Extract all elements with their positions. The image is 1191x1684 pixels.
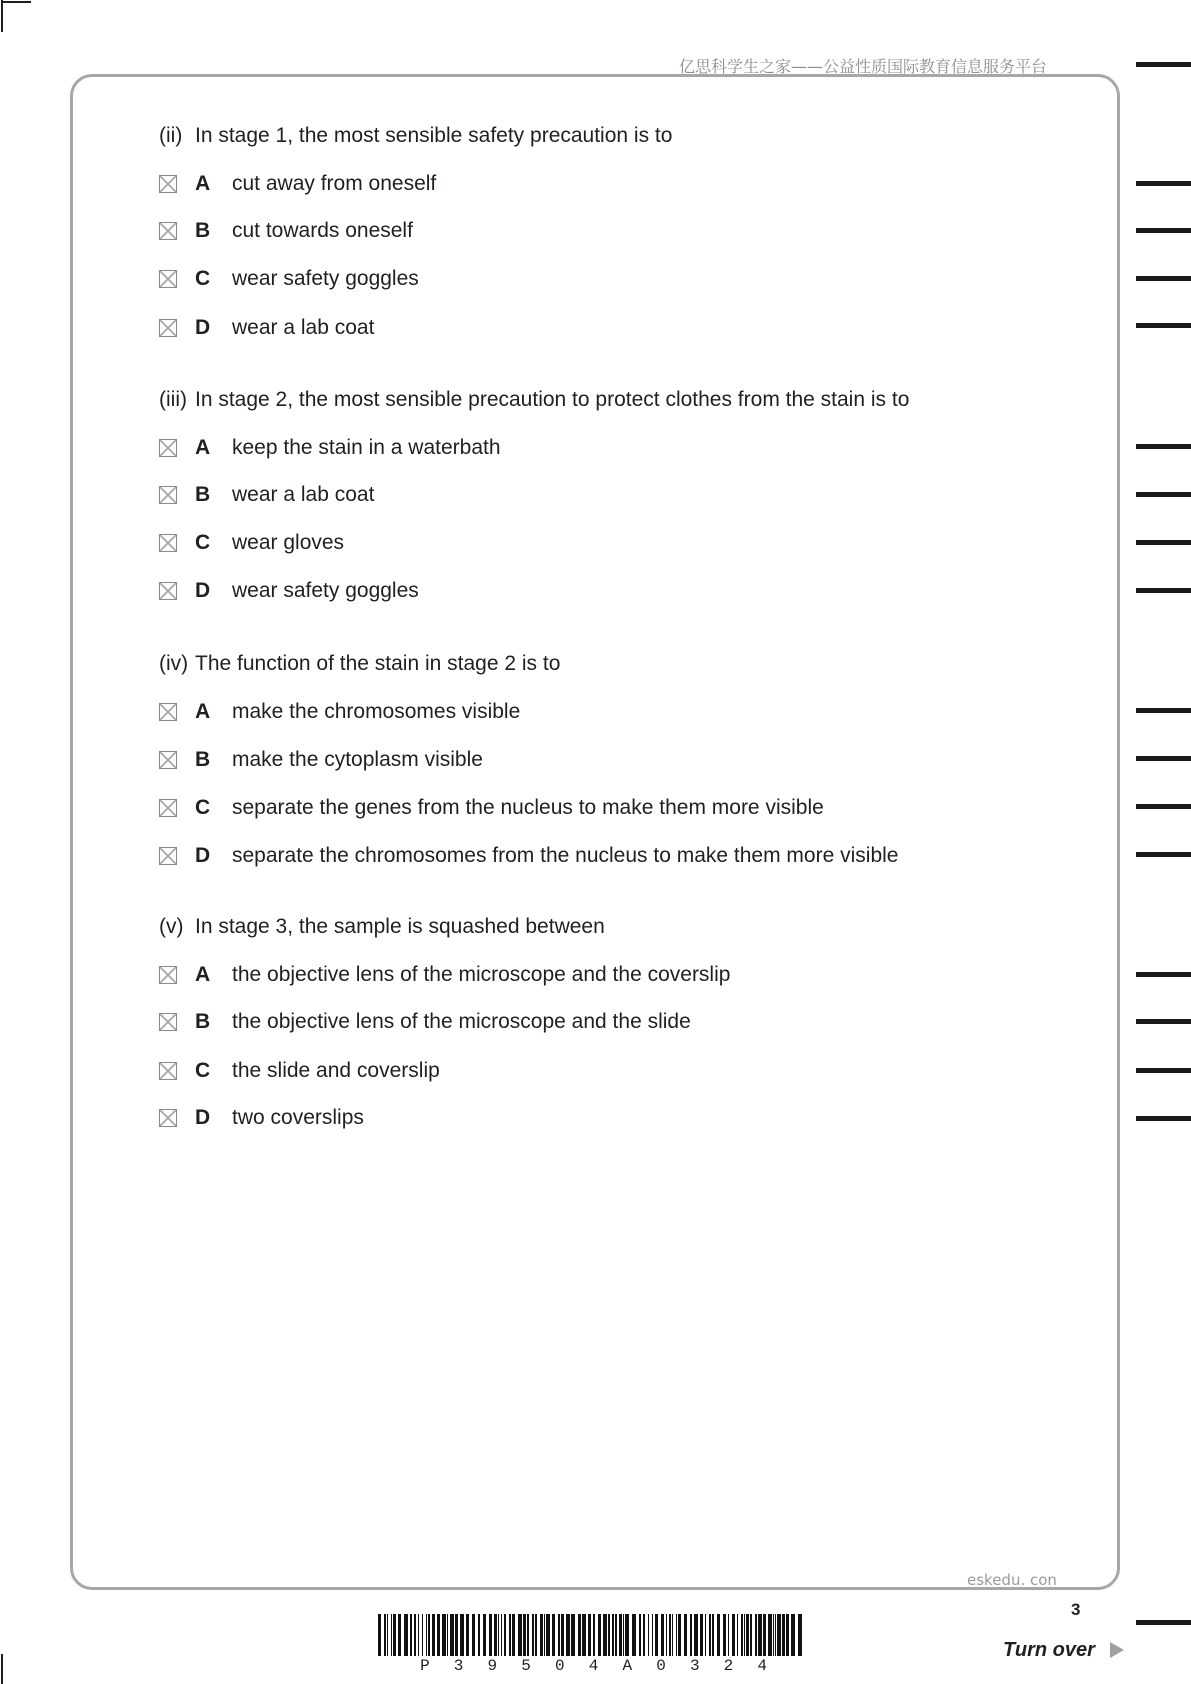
barcode-bar xyxy=(566,1614,570,1656)
header-watermark: 亿思科学生之家——公益性质国际教育信息服务平台 xyxy=(678,57,1047,76)
barcode-bar xyxy=(619,1614,622,1656)
option-letter: C xyxy=(195,267,211,290)
option-row xyxy=(159,218,1109,244)
question-number: (ii) xyxy=(159,124,183,147)
barcode-bar xyxy=(798,1614,802,1656)
barcode-bar xyxy=(758,1614,762,1656)
margin-bar xyxy=(1136,1019,1191,1024)
barcode-bar xyxy=(750,1614,752,1656)
option-text: wear a lab coat xyxy=(232,483,375,506)
barcode-bar xyxy=(442,1614,446,1656)
option-letter: C xyxy=(195,1059,211,1082)
option-row xyxy=(159,1009,1109,1035)
option-row xyxy=(159,171,1109,197)
barcode-bar xyxy=(615,1614,617,1656)
barcode-bar xyxy=(652,1614,653,1656)
barcode-char: P xyxy=(420,1657,430,1675)
answer-checkbox[interactable] xyxy=(159,1013,177,1031)
barcode-bar xyxy=(732,1614,735,1656)
barcode-bar xyxy=(578,1614,581,1656)
barcode-bar xyxy=(571,1614,575,1656)
question-text: In stage 3, the sample is squashed between xyxy=(195,915,605,938)
option-row xyxy=(159,266,1109,292)
barcode-bar xyxy=(643,1614,645,1656)
option-letter: B xyxy=(195,1010,211,1033)
barcode-bar xyxy=(755,1614,757,1656)
option-row xyxy=(159,795,1109,821)
barcode-bar xyxy=(478,1614,480,1656)
page-number: 3 xyxy=(1071,1600,1081,1619)
barcode-bar xyxy=(694,1614,698,1656)
option-row xyxy=(159,1105,1109,1131)
barcode-bar xyxy=(768,1614,772,1656)
barcode-bar xyxy=(612,1614,614,1656)
margin-bar xyxy=(1136,972,1191,977)
barcode-bar xyxy=(786,1614,789,1656)
option-text: wear a lab coat xyxy=(232,316,375,339)
barcode-bar xyxy=(410,1614,412,1656)
question-stem xyxy=(159,123,1109,149)
barcode-bar xyxy=(777,1614,781,1656)
answer-checkbox[interactable] xyxy=(159,799,177,817)
option-text: separate the genes from the nucleus to make them more visible xyxy=(232,796,824,819)
barcode-char: 9 xyxy=(487,1657,498,1675)
barcode-bar xyxy=(544,1614,545,1656)
option-text: the objective lens of the microscope and the coverslip xyxy=(232,963,731,986)
option-text: wear safety goggles xyxy=(232,267,419,290)
barcode-bar xyxy=(523,1614,526,1656)
barcode-bar xyxy=(393,1614,396,1656)
margin-bar xyxy=(1136,62,1191,67)
answer-checkbox[interactable] xyxy=(159,582,177,600)
option-letter: A xyxy=(195,700,211,723)
barcode-bar xyxy=(700,1614,703,1656)
option-text: cut away from oneself xyxy=(232,172,437,195)
barcode-bar xyxy=(639,1614,641,1656)
option-text: wear gloves xyxy=(232,531,345,554)
barcode-bar xyxy=(746,1614,749,1656)
option-letter: C xyxy=(195,531,211,554)
answer-checkbox[interactable] xyxy=(159,175,177,193)
barcode-text xyxy=(408,1656,779,1676)
barcode-bar xyxy=(384,1614,386,1656)
barcode-bar xyxy=(432,1614,435,1656)
barcode-bar xyxy=(582,1614,586,1656)
question-stem xyxy=(159,651,1109,677)
margin-bar xyxy=(1136,804,1191,809)
option-letter: A xyxy=(195,963,211,986)
option-row xyxy=(159,435,1109,461)
barcode-bar xyxy=(672,1614,673,1656)
barcode-bar xyxy=(509,1614,511,1656)
barcode-bar xyxy=(552,1614,555,1656)
answer-checkbox[interactable] xyxy=(159,751,177,769)
barcode-bar xyxy=(532,1614,534,1656)
option-row xyxy=(159,315,1109,341)
barcode-bar xyxy=(773,1614,774,1656)
barcode-bar xyxy=(398,1614,401,1656)
option-text: separate the chromosomes from the nucleus to make them more visible xyxy=(232,844,899,867)
barcode-bar xyxy=(717,1614,720,1656)
margin-bar xyxy=(1136,852,1191,857)
option-letter: D xyxy=(195,316,211,339)
barcode-bar xyxy=(527,1614,529,1656)
barcode-bar xyxy=(705,1614,706,1656)
answer-checkbox[interactable] xyxy=(159,534,177,552)
option-letter: B xyxy=(195,748,211,771)
barcode-bar xyxy=(422,1614,423,1656)
question-text: In stage 2, the most sensible precaution to protect clothes from the stain is to xyxy=(195,388,910,411)
barcode-char: 4 xyxy=(757,1657,768,1675)
barcode-bar xyxy=(666,1614,667,1656)
barcode-bar xyxy=(625,1614,629,1656)
margin-bar xyxy=(1136,1116,1191,1121)
barcode-bar xyxy=(540,1614,543,1656)
barcode-bar xyxy=(418,1614,419,1656)
barcode-bar xyxy=(494,1614,497,1656)
crop-mark xyxy=(1,0,3,32)
barcode-bar xyxy=(603,1614,607,1656)
barcode-char: 5 xyxy=(521,1657,531,1675)
barcode-bar xyxy=(775,1614,776,1656)
barcode-bar xyxy=(558,1614,560,1656)
barcode-bar xyxy=(741,1614,743,1656)
option-letter: D xyxy=(195,1106,211,1129)
margin-bar xyxy=(1136,588,1191,593)
answer-checkbox[interactable] xyxy=(159,270,177,288)
barcode-bar xyxy=(723,1614,726,1656)
footer-site-text: eskedu. con xyxy=(967,1571,1057,1589)
barcode-bar xyxy=(598,1614,601,1656)
margin-bar xyxy=(1136,492,1191,497)
barcode-bar xyxy=(450,1614,454,1656)
question-number: (iv) xyxy=(159,652,189,675)
option-text: wear safety goggles xyxy=(232,579,419,602)
barcode-bar xyxy=(709,1614,711,1656)
barcode-char: A xyxy=(622,1657,633,1675)
barcode-bar xyxy=(561,1614,564,1656)
crop-mark xyxy=(1,1654,3,1684)
question-number: (iii) xyxy=(159,388,187,411)
option-letter: D xyxy=(195,579,211,602)
margin-bar xyxy=(1136,756,1191,761)
option-text: cut towards oneself xyxy=(232,219,413,242)
barcode-bar xyxy=(737,1614,738,1656)
barcode-bar xyxy=(588,1614,591,1656)
margin-bar xyxy=(1136,540,1191,545)
margin-bar xyxy=(1136,228,1191,233)
answer-checkbox[interactable] xyxy=(159,486,177,504)
barcode-bar xyxy=(661,1614,664,1656)
option-row xyxy=(159,1058,1109,1084)
barcode-bar xyxy=(428,1614,430,1656)
barcode-bar xyxy=(791,1614,795,1656)
barcode-bar xyxy=(763,1614,766,1656)
margin-bar xyxy=(1136,444,1191,449)
option-letter: D xyxy=(195,844,211,867)
option-letter: A xyxy=(195,436,211,459)
answer-checkbox[interactable] xyxy=(159,222,177,240)
barcode-bar xyxy=(546,1614,550,1656)
barcode-bar xyxy=(378,1614,381,1656)
barcode-bar xyxy=(437,1614,440,1656)
option-text: keep the stain in a waterbath xyxy=(232,436,501,459)
barcode-bar xyxy=(518,1614,522,1656)
margin-bar xyxy=(1136,181,1191,186)
barcode-bar xyxy=(608,1614,610,1656)
option-text: the slide and coverslip xyxy=(232,1059,440,1082)
question-text: The function of the stain in stage 2 is to xyxy=(195,652,561,675)
margin-bar xyxy=(1136,276,1191,281)
barcode-bar xyxy=(489,1614,492,1656)
barcode-bar xyxy=(690,1614,692,1656)
option-letter: C xyxy=(195,796,211,819)
margin-bar xyxy=(1136,708,1191,713)
barcode xyxy=(378,1614,809,1656)
option-text: the objective lens of the microscope and the slide xyxy=(232,1010,691,1033)
barcode-bar xyxy=(460,1614,464,1656)
option-letter: B xyxy=(195,219,211,242)
margin-bar xyxy=(1136,323,1191,328)
barcode-bar xyxy=(678,1614,681,1656)
barcode-bar xyxy=(387,1614,388,1656)
barcode-bar xyxy=(623,1614,624,1656)
turn-over-label: Turn over xyxy=(1003,1639,1095,1661)
option-row xyxy=(159,482,1109,508)
option-row xyxy=(159,530,1109,556)
barcode-char: 0 xyxy=(656,1657,666,1675)
question-stem xyxy=(159,387,1109,413)
answer-checkbox[interactable] xyxy=(159,1109,177,1127)
barcode-bar xyxy=(744,1614,745,1656)
barcode-bar xyxy=(648,1614,649,1656)
question-number: (v) xyxy=(159,915,184,938)
barcode-char: 3 xyxy=(689,1657,700,1675)
barcode-bar xyxy=(498,1614,499,1656)
barcode-bar xyxy=(447,1614,448,1656)
triangle-right-icon xyxy=(1110,1642,1124,1658)
barcode-char: 3 xyxy=(453,1657,464,1675)
option-row xyxy=(159,962,1109,988)
barcode-bar xyxy=(632,1614,636,1656)
barcode-bar xyxy=(391,1614,392,1656)
barcode-bar xyxy=(501,1614,502,1656)
answer-checkbox[interactable] xyxy=(159,439,177,457)
barcode-bar xyxy=(404,1614,408,1656)
option-letter: B xyxy=(195,483,211,506)
option-text: make the chromosomes visible xyxy=(232,700,521,723)
margin-bar xyxy=(1136,1620,1191,1625)
crop-mark xyxy=(1,1,31,3)
barcode-bar xyxy=(414,1614,416,1656)
barcode-bar xyxy=(472,1614,475,1656)
barcode-bar xyxy=(535,1614,537,1656)
answer-checkbox[interactable] xyxy=(159,319,177,337)
option-row xyxy=(159,747,1109,773)
barcode-bar xyxy=(655,1614,658,1656)
barcode-bar xyxy=(593,1614,595,1656)
option-letter: A xyxy=(195,172,211,195)
barcode-bar xyxy=(504,1614,506,1656)
option-row xyxy=(159,699,1109,725)
option-row xyxy=(159,578,1109,604)
page-frame xyxy=(70,74,1120,1590)
question-stem xyxy=(159,914,1109,940)
barcode-bar xyxy=(669,1614,671,1656)
barcode-bar xyxy=(426,1614,427,1656)
answer-checkbox[interactable] xyxy=(159,703,177,721)
barcode-bar xyxy=(712,1614,714,1656)
barcode-char: 2 xyxy=(723,1657,734,1675)
barcode-bar xyxy=(684,1614,687,1656)
barcode-bar xyxy=(676,1614,677,1656)
answer-checkbox[interactable] xyxy=(159,1062,177,1080)
option-text: two coverslips xyxy=(232,1106,364,1129)
barcode-bar xyxy=(782,1614,785,1656)
answer-checkbox[interactable] xyxy=(159,966,177,984)
barcode-bar xyxy=(483,1614,486,1656)
question-text: In stage 1, the most sensible safety precaution is to xyxy=(195,124,673,147)
barcode-bar xyxy=(455,1614,458,1656)
margin-bar xyxy=(1136,1068,1191,1073)
barcode-bar xyxy=(512,1614,515,1656)
barcode-bar xyxy=(466,1614,469,1656)
barcode-bar xyxy=(728,1614,729,1656)
option-text: make the cytoplasm visible xyxy=(232,748,483,771)
barcode-char: 4 xyxy=(588,1657,599,1675)
barcode-char: 0 xyxy=(555,1657,565,1675)
option-row xyxy=(159,843,1109,869)
answer-checkbox[interactable] xyxy=(159,847,177,865)
